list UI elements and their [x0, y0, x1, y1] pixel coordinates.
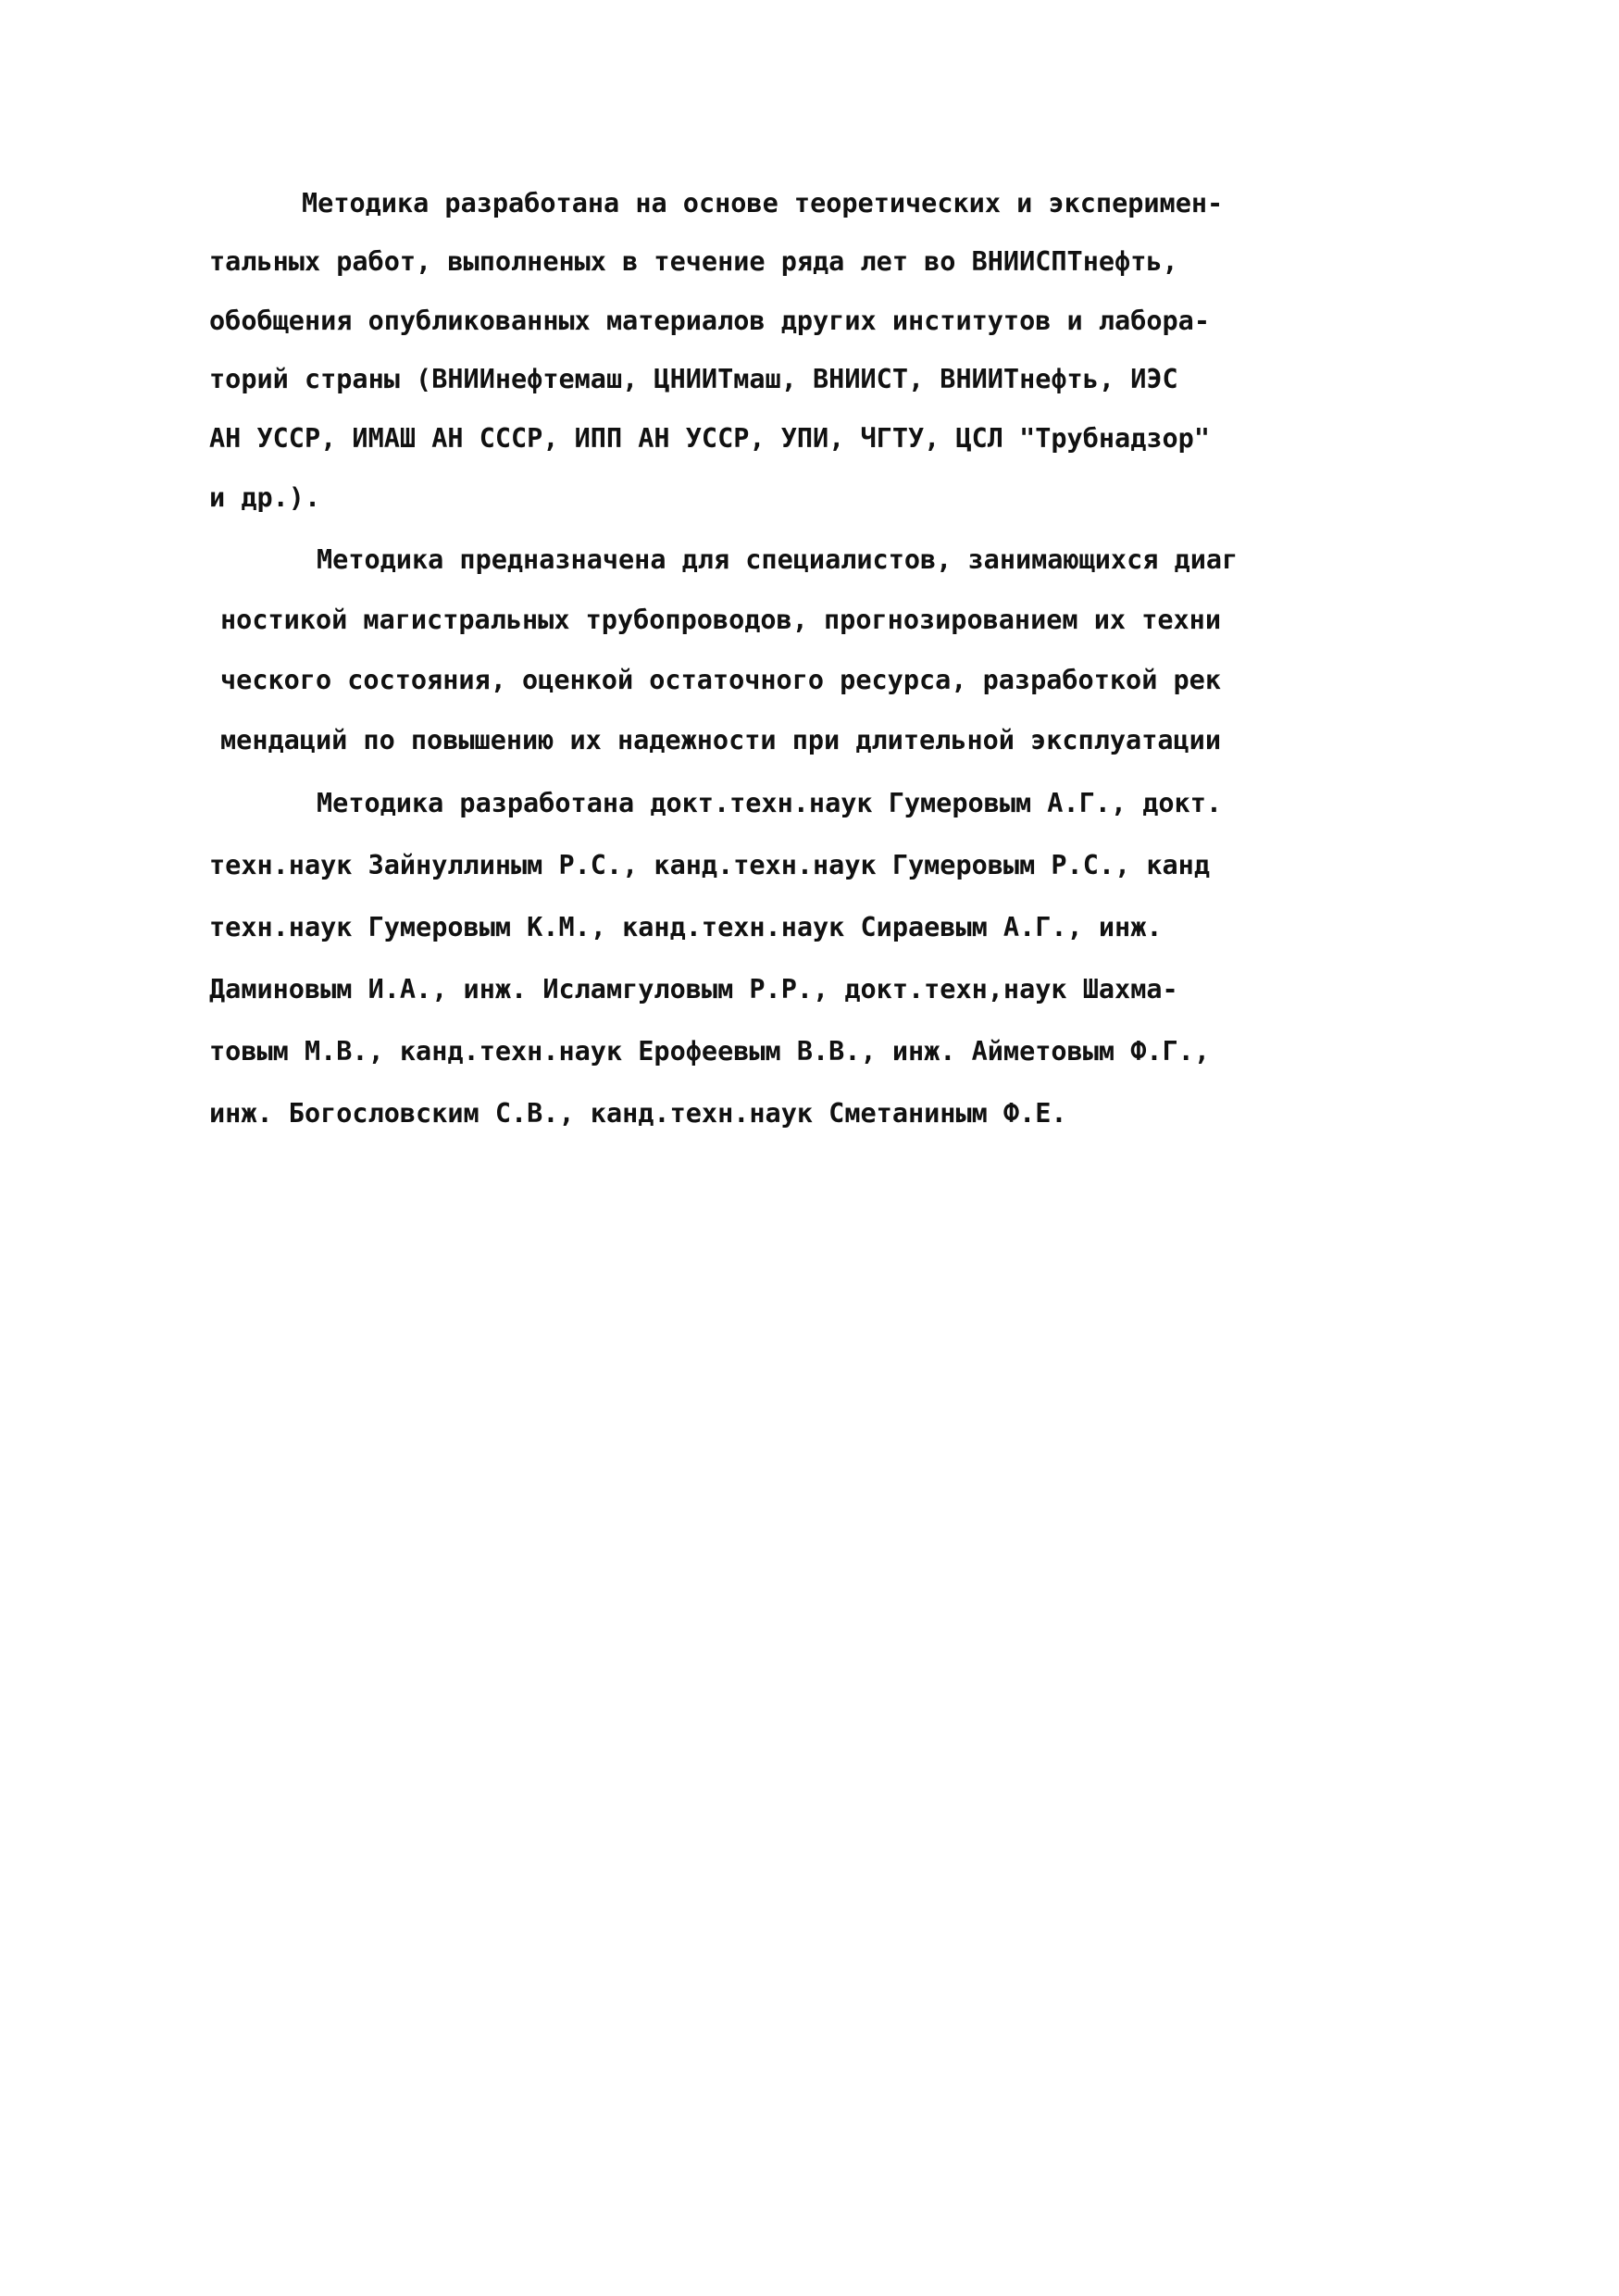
- paragraph-3-line-6: инж. Богословским С.В., канд.техн.наук Сметаниным Ф.Е.: [209, 1098, 1067, 1129]
- paragraph-3-line-4: Даминовым И.А., инж. Исламгуловым Р.Р., докт.техн,наук Шахма-: [209, 974, 1178, 1004]
- paragraph-3-line-3: техн.наук Гумеровым К.М., канд.техн.наук Сираевым А.Г., инж.: [209, 912, 1163, 942]
- paragraph-1-line-5: АН УССР, ИМАШ АН СССР, ИПП АН УССР, УПИ, ЧГТУ, ЦСЛ "Трубнадзор": [209, 423, 1210, 454]
- paragraph-2-line-2: ностикой магистральных трубопроводов, прогнозированием их техни: [220, 605, 1221, 635]
- paragraph-1-line-2: тальных работ, выполненых в течение ряда лет во ВНИИСПТнефть,: [209, 246, 1178, 277]
- paragraph-2-line-1: Методика предназначена для специалистов, занимающихся диаг: [317, 544, 1239, 575]
- paragraph-1-line-4: торий страны (ВНИИнефтемаш, ЦНИИТмаш, ВНИИСТ, ВНИИТнефть, ИЭС: [209, 364, 1178, 394]
- paragraph-3-line-2: техн.наук Зайнуллиным Р.С., канд.техн.наук Гумеровым Р.С., канд: [209, 850, 1210, 880]
- paragraph-2-line-4: мендаций по повышению их надежности при длительной эксплуатации: [220, 725, 1221, 755]
- paragraph-3-line-1: Методика разработана докт.техн.наук Гумеровым А.Г., докт.: [317, 788, 1223, 818]
- paragraph-1-line-3: обобщения опубликованных материалов других институтов и лабора-: [209, 306, 1210, 336]
- paragraph-1-line-1: Методика разработана на основе теоретических и эксперимен-: [302, 188, 1224, 218]
- paragraph-1-line-6: и др.).: [209, 482, 321, 513]
- paragraph-3-line-5: товым М.В., канд.техн.наук Ерофеевым В.В., инж. Айметовым Ф.Г.,: [209, 1036, 1210, 1067]
- paragraph-2-line-3: ческого состояния, оценкой остаточного ресурса, разработкой рек: [220, 665, 1221, 695]
